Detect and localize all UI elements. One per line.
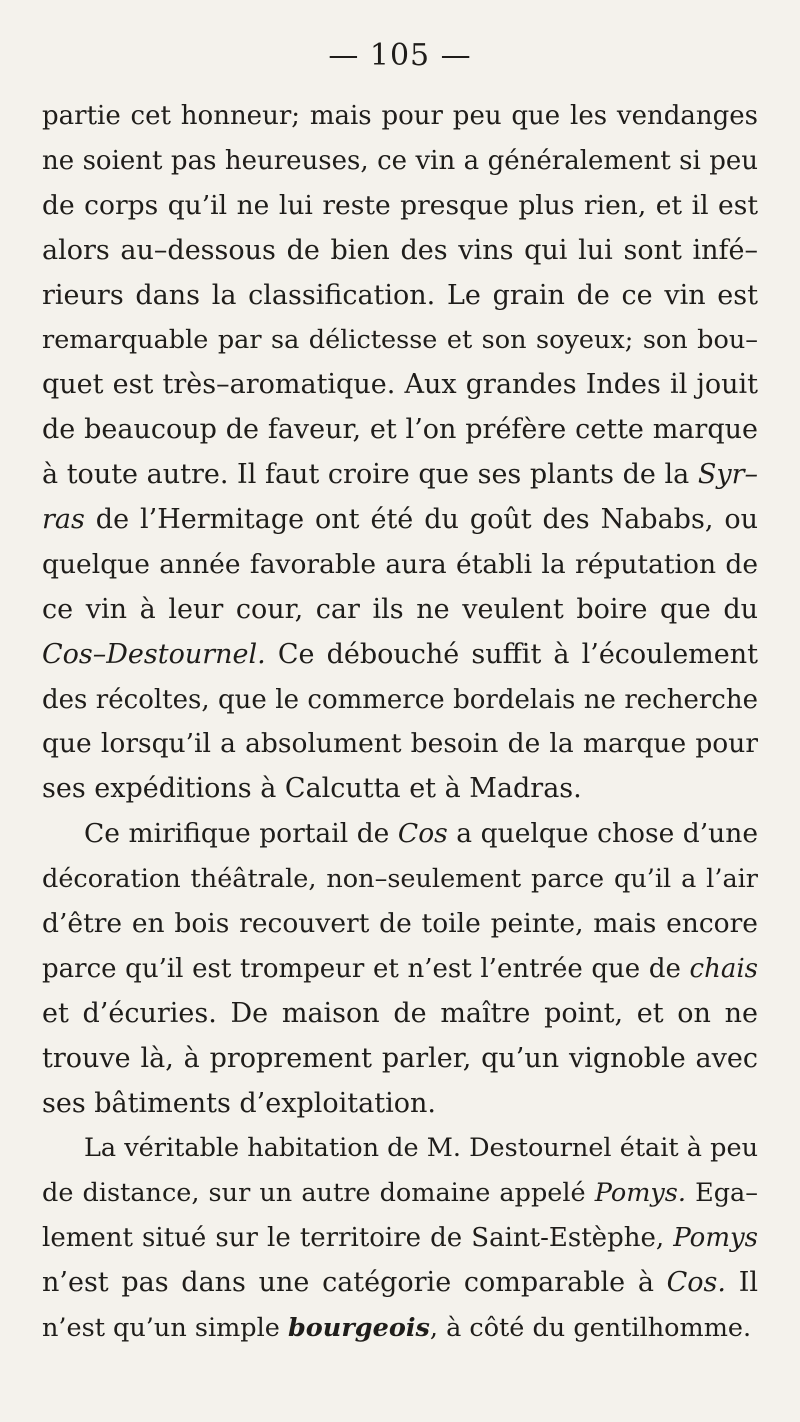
text-line — [42, 1082, 758, 1127]
text-segment: rieurs dans la classification. Le grain de ce vin est — [42, 279, 758, 311]
italic-text: Pomys — [673, 1223, 758, 1254]
text-segment: lement situé sur le territoire de Saint-Estèphe, — [42, 1223, 674, 1254]
text-line — [42, 498, 758, 543]
text-line — [42, 812, 758, 857]
text-line — [42, 678, 758, 723]
body-text — [42, 94, 758, 1351]
text-segment: quet est très–aromatique. Aux grandes Indes il jouit — [42, 369, 758, 401]
page-number: — 105 — — [328, 38, 472, 73]
italic-text: bourgeois — [287, 1313, 430, 1344]
italic-text: Cos — [397, 818, 448, 850]
text-line — [42, 633, 758, 678]
text-line — [42, 1261, 758, 1306]
text-segment: ses bâtiments d’exploitation. — [42, 1087, 436, 1119]
text-segment: que lorsqu’il a absolument besoin de la marque pour — [42, 728, 758, 760]
text-line — [42, 453, 758, 498]
text-segment: ses expéditions à Calcutta et à Madras. — [42, 773, 582, 805]
text-segment: , à côté du gentilhomme. — [429, 1313, 752, 1344]
text-line — [42, 767, 758, 812]
text-line — [42, 408, 758, 453]
italic-text: Pomys. — [594, 1178, 686, 1209]
text-line — [42, 363, 758, 408]
text-segment: de distance, sur un autre domaine appelé — [42, 1178, 595, 1209]
italic-text: Cos. — [666, 1267, 726, 1299]
text-segment: n’est qu’un simple — [42, 1313, 288, 1344]
text-line — [42, 184, 758, 229]
text-line — [42, 318, 758, 363]
text-segment: partie cet honneur; mais pour peu que les vendanges — [42, 101, 758, 131]
text-line — [42, 274, 758, 319]
text-segment: parce qu’il est trompeur et n’est l’entrée que de — [42, 953, 690, 984]
text-segment: des récoltes, que le commerce bordelais ne recherche — [42, 684, 758, 715]
text-line — [42, 902, 758, 947]
text-segment: à toute autre. Il faut croire que ses plants de la — [42, 459, 698, 491]
text-segment: Ega– — [686, 1178, 758, 1209]
text-segment: de beaucoup de faveur, et l’on préfère cette marque — [42, 414, 758, 446]
text-line — [42, 1171, 758, 1216]
text-segment: a quelque chose d’une — [447, 818, 758, 850]
text-line — [42, 543, 758, 588]
text-line — [42, 1126, 758, 1171]
italic-text: Syr– — [697, 459, 758, 491]
text-segment: Ce mirifique portail de — [84, 818, 398, 850]
text-line — [42, 1216, 758, 1261]
text-line — [42, 992, 758, 1037]
text-segment: La véritable habitation de M. Destournel était à peu — [84, 1133, 758, 1164]
text-segment: Il — [726, 1267, 758, 1299]
text-segment: de corps qu’il ne lui reste presque plus rien, et il est — [42, 189, 758, 221]
text-segment: n’est pas dans une catégorie comparable à — [42, 1267, 667, 1299]
italic-text: Cos–Destournel. — [42, 638, 266, 670]
text-line — [42, 1037, 758, 1082]
text-line — [42, 722, 758, 767]
text-segment: et d’écuries. De maison de maître point, et on ne — [42, 997, 758, 1029]
italic-text: chais — [689, 953, 758, 984]
text-segment: d’être en bois recouvert de toile peinte, mais encore — [42, 908, 758, 940]
text-segment: décoration théâtrale, non–seulement parce qu’il a l’air — [42, 864, 758, 895]
text-segment: de l’Hermitage ont été du goût des Nababs, ou — [84, 504, 758, 536]
text-segment: ne soient pas heureuses, ce vin a généralement si peu — [42, 145, 758, 176]
text-line — [42, 857, 758, 902]
text-segment: Ce débouché suffit à l’écoulement — [265, 638, 758, 670]
text-segment: trouve là, à proprement parler, qu’un vignoble avec — [42, 1042, 758, 1074]
text-line — [42, 947, 758, 992]
text-line — [42, 94, 758, 139]
text-segment: ce vin à leur cour, car ils ne veulent boire que du — [42, 593, 758, 625]
text-segment: quelque année favorable aura établi la réputation de — [42, 548, 758, 580]
text-line — [42, 229, 758, 274]
italic-text: ras — [42, 504, 85, 536]
bold-italic-text — [288, 1313, 430, 1343]
text-line — [42, 139, 758, 184]
text-segment: remarquable par sa délictesse et son soyeux; son bou– — [42, 325, 758, 356]
text-segment: alors au–dessous de bien des vins qui lui sont infé– — [42, 234, 758, 266]
text-line — [42, 1306, 758, 1351]
text-line — [42, 588, 758, 633]
